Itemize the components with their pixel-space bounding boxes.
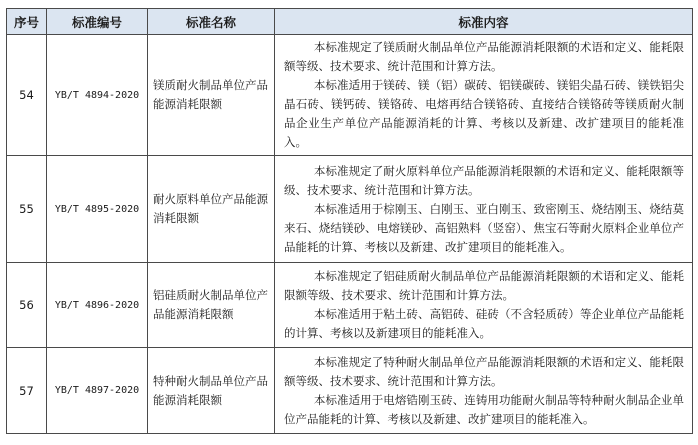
standard-content	[275, 348, 693, 434]
content-paragraph: 本标准规定了特种耐火制品单位产品能源消耗限额的术语和定义、能耗限额等级、技术要求、统计范围和计算方法。	[284, 354, 684, 388]
header-code: 标准编号	[47, 9, 148, 35]
row-number: 57	[7, 348, 47, 434]
header-row	[7, 9, 693, 35]
content-paragraph: 本标准适用于镁砖、镁（铝）碳砖、铝镁碳砖、镁铝尖晶石砖、镁铁铝尖晶石砖、镁钙砖、镁铬砖、电熔再结合镁铬砖、直接结合镁铬砖等镁质耐火制品企业生产单位产品能源消耗的计算、考核以及新建、改扩建项目的能耗准入。	[284, 78, 684, 149]
standard-content	[275, 35, 693, 156]
header-no: 序号	[7, 9, 47, 35]
standard-name: 铝硅质耐火制品单位产品能源消耗限额	[148, 263, 275, 348]
standard-name: 镁质耐火制品单位产品能源消耗限额	[148, 35, 275, 156]
standard-code: YB/T 4896-2020	[47, 263, 148, 348]
standard-code: YB/T 4897-2020	[47, 348, 148, 434]
content-paragraph: 本标准适用于粘土砖、高铝砖、硅砖（不含轻质砖）等企业单位产品能耗的计算、考核以及新建项目的能耗准入。	[284, 307, 684, 340]
table-row	[7, 348, 693, 434]
header-name: 标准名称	[148, 9, 275, 35]
standard-name: 耐火原料单位产品能源消耗限额	[148, 156, 275, 263]
content-paragraph: 本标准适用于棕刚玉、白刚玉、亚白刚玉、致密刚玉、烧结刚玉、烧结莫来石、烧结镁砂、电熔镁砂、高铝熟料（竖窑）、焦宝石等耐火原料企业单位产品能耗的计算、考核以及新建、改扩建项目的能耗准入。	[284, 201, 684, 254]
content-paragraph: 本标准规定了耐火原料单位产品能源消耗限额的术语和定义、能耗限额等级、技术要求、统计范围和计算方法。	[284, 163, 684, 197]
standards-table	[6, 8, 693, 434]
table-row	[7, 263, 693, 348]
standard-name: 特种耐火制品单位产品能源消耗限额	[148, 348, 275, 434]
row-number: 56	[7, 263, 47, 348]
row-number: 55	[7, 156, 47, 263]
table-row	[7, 35, 693, 156]
table-row	[7, 156, 693, 263]
content-paragraph: 本标准适用于电熔锆刚玉砖、连铸用功能耐火制品等特种耐火制品企业单位产品能耗的计算、考核以及新建、改扩建项目的能耗准入。	[284, 392, 684, 426]
content-paragraph: 本标准规定了镁质耐火制品单位产品能源消耗限额的术语和定义、能耗限额等级、技术要求、统计范围和计算方法。	[284, 40, 684, 73]
header-content: 标准内容	[275, 9, 693, 35]
content-paragraph: 本标准规定了铝硅质耐火制品单位产品能源消耗限额的术语和定义、能耗限额等级、技术要求、统计范围和计算方法。	[284, 269, 684, 302]
standard-content	[275, 156, 693, 263]
standard-code: YB/T 4895-2020	[47, 156, 148, 263]
standard-content	[275, 263, 693, 348]
standard-code: YB/T 4894-2020	[47, 35, 148, 156]
row-number: 54	[7, 35, 47, 156]
